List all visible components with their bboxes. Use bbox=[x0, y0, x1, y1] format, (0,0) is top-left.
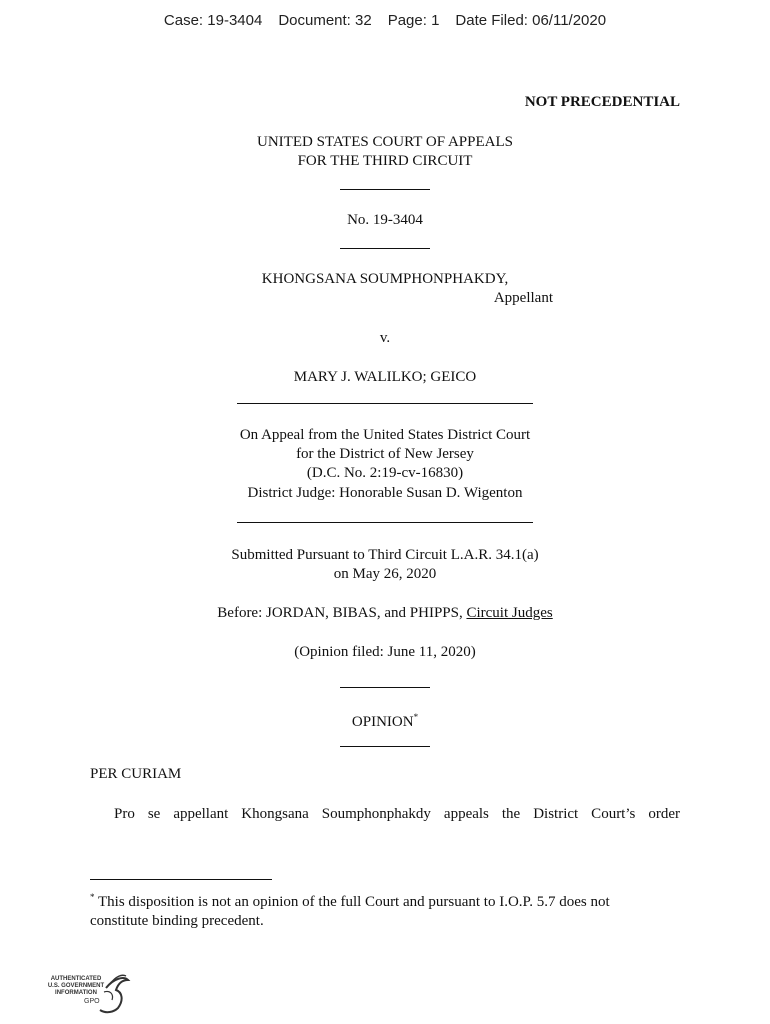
court-name-line2: FOR THE THIRD CIRCUIT bbox=[297, 153, 473, 169]
appeal-info-line1: On Appeal from the United States District Court bbox=[239, 427, 531, 443]
submission-line2: on May 26, 2020 bbox=[333, 566, 437, 582]
seal-line2: U.S. GOVERNMENT bbox=[47, 983, 105, 989]
pacer-header bbox=[0, 12, 770, 29]
footnote-marker: * bbox=[90, 892, 95, 902]
appellees: MARY J. WALILKO; GEICO bbox=[293, 369, 477, 385]
footnote-text-line1: This disposition is not an opinion of the full Court and pursuant to I.O.P. 5.7 does not bbox=[97, 894, 610, 910]
case-number: No. 19-3404 bbox=[347, 212, 423, 228]
footnote bbox=[90, 888, 680, 931]
opinion-label: OPINION bbox=[351, 714, 414, 730]
seal-line1: AUTHENTICATED bbox=[50, 976, 102, 982]
divider bbox=[340, 189, 430, 190]
opinion-body-text: Pro se appellant Khongsana Soumphonphakdy appeals the District Court’s order bbox=[114, 806, 680, 822]
opinion-heading bbox=[0, 708, 770, 732]
eagle-icon bbox=[44, 970, 134, 1018]
footnote-text-line2: constitute binding precedent. bbox=[90, 913, 264, 929]
opinion-filed: (Opinion filed: June 11, 2020) bbox=[294, 644, 476, 660]
header-case: Case: 19-3404 bbox=[163, 12, 263, 29]
footnote-reference: * bbox=[413, 712, 419, 722]
seal-line3: INFORMATION bbox=[55, 990, 97, 996]
appellant-name: KHONGSANA SOUMPHONPHAKDY, bbox=[261, 271, 509, 287]
divider bbox=[340, 687, 430, 688]
submission-line1: Submitted Pursuant to Third Circuit L.A.R. 34.1(a) bbox=[231, 547, 539, 563]
divider bbox=[237, 522, 533, 523]
appeal-info-line2: for the District of New Jersey bbox=[296, 446, 474, 462]
court-name-line1: UNITED STATES COURT OF APPEALS bbox=[257, 134, 513, 150]
precedential-status: NOT PRECEDENTIAL bbox=[524, 94, 680, 110]
appeal-info-line4: District Judge: Honorable Susan D. Wigenton bbox=[247, 485, 523, 501]
footnote-separator bbox=[90, 879, 272, 880]
divider bbox=[340, 248, 430, 249]
header-document: Document: 32 bbox=[278, 12, 372, 29]
appellant-role: Appellant bbox=[493, 290, 553, 306]
panel bbox=[0, 604, 770, 623]
header-page: Page: 1 bbox=[387, 12, 440, 29]
seal-gpo: GPO bbox=[84, 998, 100, 1005]
header-date-filed: Date Filed: 06/11/2020 bbox=[455, 12, 607, 29]
appeal-info-line3: (D.C. No. 2:19-cv-16830) bbox=[306, 465, 464, 481]
versus: v. bbox=[379, 330, 391, 346]
gpo-authentication-seal bbox=[44, 970, 134, 1018]
divider bbox=[237, 403, 533, 404]
panel-judges-label: Circuit Judges bbox=[466, 605, 553, 621]
divider bbox=[340, 746, 430, 747]
panel-before: Before: JORDAN, BIBAS, and PHIPPS, bbox=[217, 605, 463, 621]
per-curiam: PER CURIAM bbox=[90, 766, 182, 782]
